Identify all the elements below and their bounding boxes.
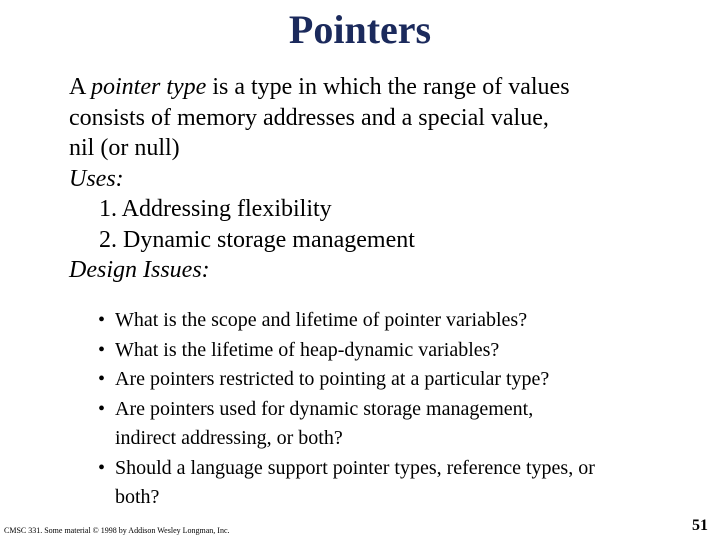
bullet-icon: • bbox=[98, 397, 106, 420]
design-issue-text-continued: indirect addressing, or both? bbox=[115, 427, 343, 449]
intro-line-2: consists of memory addresses and a special value, bbox=[69, 104, 549, 131]
design-issues-heading: Design Issues: bbox=[69, 257, 210, 283]
slide-body bbox=[69, 72, 709, 286]
uses-heading: Uses: bbox=[69, 165, 124, 192]
design-issue-text: Should a language support pointer types, reference types, or bbox=[115, 456, 595, 479]
intro-prefix: A bbox=[69, 74, 92, 100]
design-issues-list bbox=[98, 306, 708, 513]
bullet-icon: • bbox=[98, 338, 106, 361]
intro-line-1-rest: is a type in which the range of values bbox=[206, 74, 570, 100]
design-issue-item bbox=[98, 306, 708, 336]
footer-copyright: CMSC 331. Some material © 1998 by Addison Wesley Longman, Inc. bbox=[4, 526, 230, 535]
bullet-icon: • bbox=[98, 368, 106, 390]
intro-line-3: nil (or null) bbox=[69, 135, 180, 161]
design-issue-text: What is the lifetime of heap-dynamic variables? bbox=[115, 338, 500, 361]
design-issue-item bbox=[98, 336, 708, 366]
uses-item: 1. Addressing flexibility bbox=[99, 196, 332, 222]
design-issue-item bbox=[98, 395, 708, 454]
intro-term: pointer type bbox=[91, 74, 207, 100]
design-issue-text: Are pointers used for dynamic storage management, bbox=[115, 397, 534, 420]
design-issue-text: What is the scope and lifetime of pointer variables? bbox=[115, 309, 528, 331]
uses-item: 2. Dynamic storage management bbox=[99, 226, 415, 253]
intro-line-1 bbox=[69, 72, 709, 103]
slide-title: Pointers bbox=[288, 7, 432, 52]
bullet-icon: • bbox=[98, 309, 106, 331]
page-number: 51 bbox=[692, 517, 708, 534]
bullet-icon: • bbox=[98, 456, 106, 479]
design-issue-item bbox=[98, 365, 708, 395]
design-issue-text: Are pointers restricted to pointing at a particular type? bbox=[115, 368, 550, 390]
design-issue-item bbox=[98, 454, 708, 513]
design-issue-text-continued: both? bbox=[115, 486, 160, 508]
